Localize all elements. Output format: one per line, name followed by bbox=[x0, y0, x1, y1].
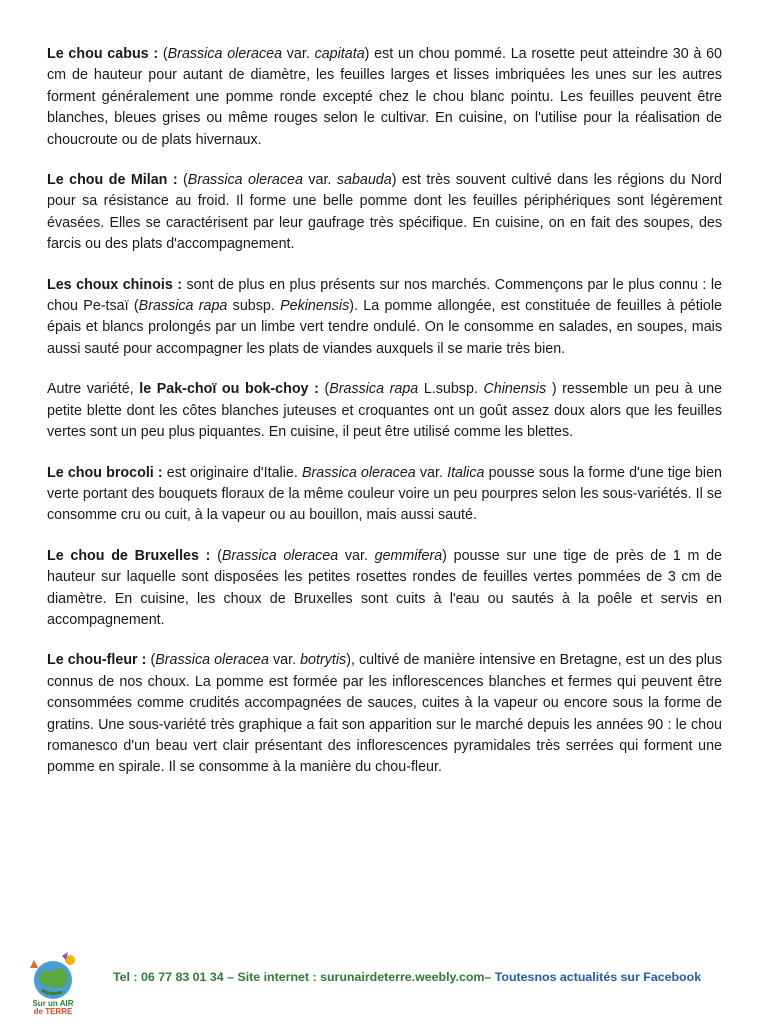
scientific-name: sabauda bbox=[336, 172, 392, 189]
footer-facebook-link[interactable]: Toutesnos actualités sur Facebook bbox=[491, 970, 702, 984]
paragraph-text: ). La pomme allongée, est constituée de feuilles à pétiole épais et blancs prolongés par un limbe vert tendre ondulé. On le consomme en salades, en soupes, mais aussi sauté pour accompagner les plats de viandes auxquels il se marie très bien. bbox=[47, 298, 722, 357]
term-heading: Le chou brocoli : bbox=[47, 464, 163, 481]
paragraph-text: pousse sous la forme d'une tige bien verte portant des bouquets floraux de la même couleur voire un peu pourpres selon les sous-variétés. Il se consomme cru ou cuit, à la vapeur ou au bouillon, mais aussi sauté. bbox=[47, 464, 722, 524]
paragraph-chou-fleur bbox=[47, 650, 722, 778]
sur-un-air-de-terre-logo bbox=[22, 950, 84, 1016]
paragraph-text: ( bbox=[158, 46, 168, 62]
paragraph-text: var. bbox=[302, 172, 337, 189]
scientific-name: Pekinensis bbox=[280, 298, 350, 315]
paragraph-pak-choi bbox=[47, 379, 722, 443]
logo-text-line2: de TERRE bbox=[33, 1007, 73, 1016]
paragraph-text: ) est très souvent cultivé dans les régions du Nord pour sa résistance au froid. Il forme une belle pomme dont les feuilles périphériques sont légèrement évasées. Elles se caractérisent par leur gaufrage très spécifique. En cuisine, on en fait des soupes, des farcis ou des plats d'accompagnement. bbox=[47, 172, 722, 253]
paragraph-text: subsp. bbox=[227, 298, 281, 315]
term-heading: Les choux chinois : bbox=[47, 276, 183, 293]
paragraph-text: ( bbox=[210, 547, 222, 564]
article-body bbox=[47, 44, 722, 798]
paragraph-choux-chinois bbox=[47, 275, 722, 361]
paragraph-text: L.subsp. bbox=[418, 381, 484, 398]
page-footer bbox=[0, 950, 768, 1024]
footer-contact: Tel : 06 77 83 01 34 – Site internet : surunairdeterre.weebly.com– bbox=[113, 970, 492, 984]
paragraph-text: var. bbox=[282, 46, 315, 62]
paragraph-text: ( bbox=[177, 172, 188, 189]
paragraph-text: ) ressemble un peu à une petite blette dont les côtes blanches juteuses et croquantes ont un goût assez doux alors que les feuilles vertes sont un peu plus piquantes. En cuisine, il peut être utilisé comme les blettes. bbox=[47, 381, 723, 441]
paragraph-text: Autre variété, bbox=[47, 381, 140, 398]
paragraph-text: var. bbox=[415, 464, 448, 481]
paragraph-text: est originaire d'Italie. bbox=[162, 464, 302, 481]
scientific-name: Brassica oleracea bbox=[221, 547, 339, 564]
paragraph-chou-cabus bbox=[47, 44, 722, 151]
scientific-name: capitata bbox=[314, 46, 365, 62]
term-heading: Le chou de Bruxelles : bbox=[47, 547, 211, 564]
term-heading: Le chou cabus : bbox=[47, 46, 159, 62]
paragraph-text: ( bbox=[318, 381, 330, 398]
scientific-name: Brassica rapa bbox=[138, 298, 228, 315]
scientific-name: Chinensis bbox=[483, 381, 547, 398]
paragraph-chou-de-milan bbox=[47, 170, 722, 256]
paragraph-text: ) pousse sur une tige de près de 1 m de hauteur sur laquelle sont disposées les petites rosettes rondes de feuilles vertes pommées de 3 cm de diamètre. En cuisine, les choux de Bruxelles sont cuits à l'eau ou sautés à la poêle et servis en accompagnement. bbox=[47, 547, 723, 628]
footer-contact-line bbox=[113, 970, 701, 984]
paragraph-chou-brocoli bbox=[47, 463, 722, 527]
scientific-name: Brassica oleracea bbox=[167, 46, 283, 62]
paragraph-text: sont de plus en plus présents sur nos marchés. Commençons par le plus connu : le chou Pe-tsaï ( bbox=[47, 276, 722, 315]
paragraph-text: var. bbox=[338, 547, 375, 564]
paragraph-text: ), cultivé de manière intensive en Bretagne, est un des plus connus de nos choux. La pomme est formée par les inflorescences blanches et fermes qui peuvent être consommées comme crudités accompagnées de sauces, cuites à la vapeur ou encore sous la forme de gratins. Une sous-variété très graphique a fait son apparition sur le marché depuis les années 90 : le chou romanesco d'un beau vert clair présentant des inflorescences pyramidales très serrées qui forment une pomme en spirale. Il se consomme à la manière du chou-fleur. bbox=[47, 652, 722, 776]
scientific-name: gemmifera bbox=[374, 547, 443, 564]
scientific-name: botrytis bbox=[300, 652, 347, 669]
paragraph-text: var. bbox=[268, 652, 301, 669]
paragraph-text: ) est un chou pommé. La rosette peut atteindre 30 à 60 cm de hauteur pour autant de diamètre, les feuilles larges et lisses imbriquées les unes sur les autres forment généralement une pomme ronde excepté chez le chou blanc pointu. Les feuilles peuvent être blanches, bleues grises ou même rouges selon le cultivar. En cuisine, on l'utilise pour la réalisation de choucroute ou de plats hivernaux. bbox=[47, 46, 722, 148]
scientific-name: Brassica rapa bbox=[329, 381, 419, 398]
term-heading: Le chou-fleur : bbox=[47, 652, 147, 669]
scientific-name: Brassica oleracea bbox=[301, 464, 416, 481]
term-heading: Le chou de Milan : bbox=[47, 172, 178, 189]
paragraph-chou-de-bruxelles bbox=[47, 546, 722, 632]
term-heading: le Pak-choï ou bok-choy : bbox=[139, 381, 319, 398]
scientific-name: Italica bbox=[447, 464, 485, 481]
scientific-name: Brassica oleracea bbox=[187, 172, 303, 189]
paragraph-text: ( bbox=[146, 652, 156, 669]
scientific-name: Brassica oleracea bbox=[155, 652, 269, 669]
logo-text-line1: Sur un AIR bbox=[32, 999, 74, 1008]
